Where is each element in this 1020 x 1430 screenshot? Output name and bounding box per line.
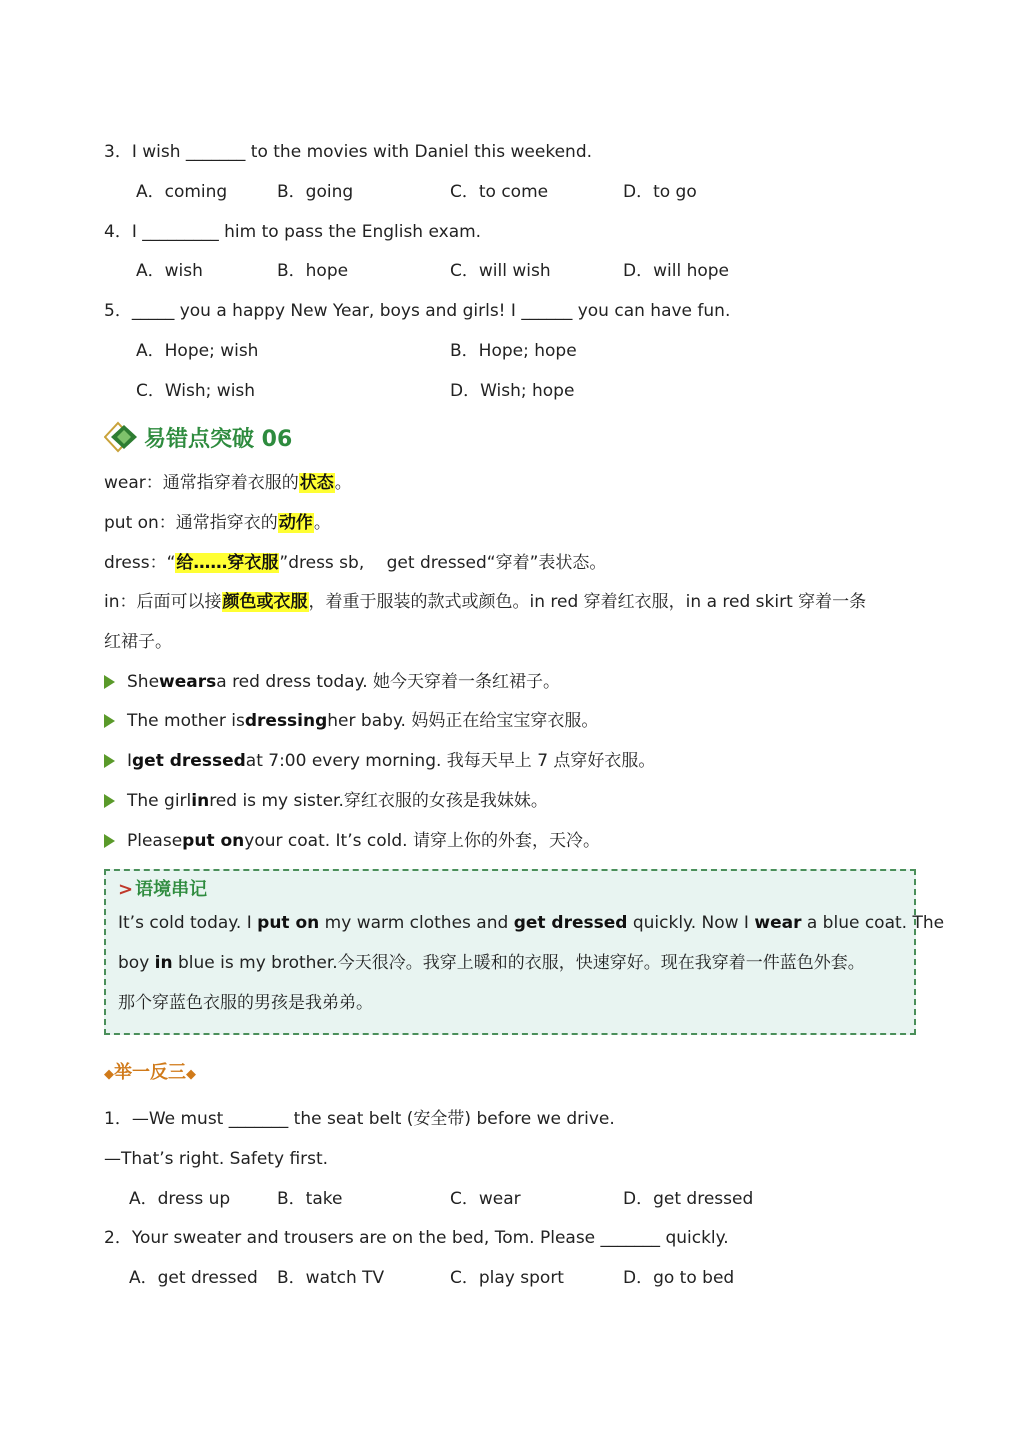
q3-option-d: D．to go <box>623 182 697 202</box>
diamond-right-icon: ◆ <box>186 1067 196 1082</box>
pq2-option-b: B．watch TV <box>277 1268 385 1288</box>
rule-wear: wear：通常指穿着衣服的状态。 <box>104 473 352 493</box>
example-item: The girl in red is my sister.穿红衣服的女孩是我妹妹。 <box>104 789 548 813</box>
highlight-dress: 给……穿衣服 <box>176 553 279 573</box>
practice-q2-stem: 2．Your sweater and trousers are on the bed, Tom. Please _______ quickly. <box>104 1228 729 1248</box>
context-line-3: 那个穿蓝色衣服的男孩是我弟弟。 <box>118 993 373 1013</box>
rule-in-continued: 红裙子。 <box>104 632 172 652</box>
highlight-color-clothes: 颜色或衣服 <box>222 592 308 612</box>
highlight-state: 状态 <box>299 473 334 493</box>
pq1-option-b: B．take <box>277 1189 343 1209</box>
q3-option-b: B．going <box>277 182 354 202</box>
example-item: I get dressed at 7:00 every morning. 我每天早上 7 点穿好衣服。 <box>104 749 655 773</box>
q4-option-d: D．will hope <box>623 261 729 281</box>
q3-option-c: C．to come <box>450 182 549 202</box>
rule-dress: dress：“给……穿衣服”dress sb, get dressed“穿着”表状态。 <box>104 553 607 573</box>
practice-heading: ◆举一反三◆ <box>104 1062 196 1083</box>
section-title: 易错点突破 06 <box>144 426 293 452</box>
triangle-bullet-icon <box>104 675 115 689</box>
pq1-option-c: C．wear <box>450 1189 521 1209</box>
pq2-option-a: A．get dressed <box>129 1268 258 1288</box>
context-box-title: > 语境串记 <box>118 877 207 903</box>
pq2-option-d: D．go to bed <box>623 1268 735 1288</box>
triangle-bullet-icon <box>104 754 115 768</box>
practice-q1-reply: —That’s right. Safety first. <box>104 1149 329 1169</box>
context-memory-box <box>104 869 945 1035</box>
q5-option-c: C．Wish; wish <box>136 381 256 401</box>
q5-option-b: B．Hope; hope <box>450 341 577 361</box>
context-line-2: boy in blue is my brother.今天很冷。我穿上暖和的衣服，快速穿好。现在我穿着一件蓝色外套。 <box>118 953 865 973</box>
q3-option-a: A．coming <box>136 182 228 202</box>
practice-q1-stem: 1．—We must _______ the seat belt (安全带) before we drive. <box>104 1109 615 1129</box>
diamond-icon <box>104 421 140 453</box>
q4-option-b: B．hope <box>277 261 349 281</box>
pq1-option-d: D．get dressed <box>623 1189 754 1209</box>
triangle-bullet-icon <box>104 834 115 848</box>
rule-in: in：后面可以接颜色或衣服，着重于服装的款式或颜色。in red 穿着红衣服，in a red skirt 穿着一条 <box>104 592 867 612</box>
question-4-stem: 4．I _________ him to pass the English exam. <box>104 222 482 242</box>
triangle-bullet-icon <box>104 714 115 728</box>
rule-put-on: put on：通常指穿衣的动作。 <box>104 513 331 533</box>
diamond-left-icon: ◆ <box>104 1067 114 1082</box>
q5-option-d: D．Wish; hope <box>450 381 575 401</box>
q4-option-c: C．will wish <box>450 261 551 281</box>
example-item: She wears a red dress today. 她今天穿着一条红裙子。 <box>104 670 560 694</box>
context-line-1: It’s cold today. I put on my warm clothes and get dressed quickly. Now I wear a blue coat. The <box>118 913 945 933</box>
highlight-action: 动作 <box>278 513 313 533</box>
example-item: Please put on your coat. It’s cold. 请穿上你的外套，天冷。 <box>104 829 600 853</box>
section-heading <box>104 421 292 453</box>
question-5-stem: 5．_____ you a happy New Year, boys and girls! I ______ you can have fun. <box>104 301 731 321</box>
triangle-bullet-icon <box>104 794 115 808</box>
question-3-stem: 3．I wish _______ to the movies with Daniel this weekend. <box>104 142 593 162</box>
example-item: The mother is dressing her baby. 妈妈正在给宝宝穿衣服。 <box>104 709 598 733</box>
pq1-option-a: A．dress up <box>129 1189 231 1209</box>
q5-option-a: A．Hope; wish <box>136 341 259 361</box>
pq2-option-c: C．play sport <box>450 1268 564 1288</box>
q4-option-a: A．wish <box>136 261 203 281</box>
chevron-right-icon: > <box>118 879 134 900</box>
